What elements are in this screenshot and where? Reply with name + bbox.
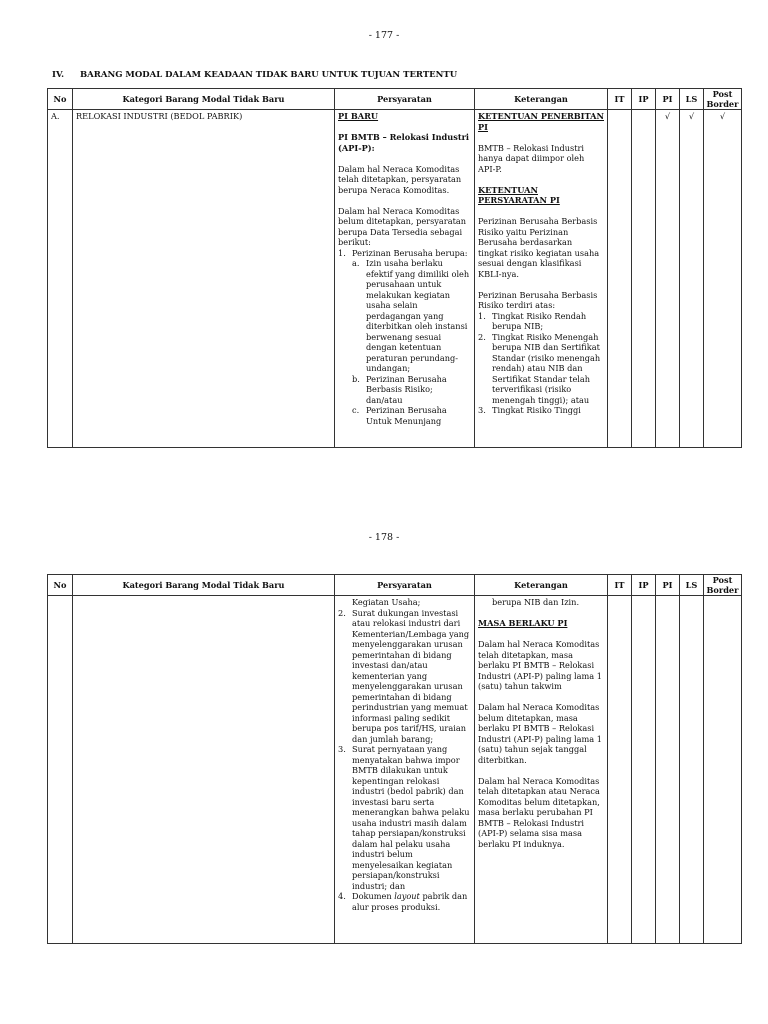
it-cell [608, 596, 632, 944]
header-kategori: Kategori Barang Modal Tidak Baru [73, 575, 335, 596]
table-row [48, 110, 742, 448]
section-title [52, 70, 457, 80]
paragraph: Dalam hal Neraca Komoditas telah ditetapkan atau Neraca Komoditas belum ditetapkan, masa berlaku perubahan PI BMTB – Relokasi Industri (API-P) selama sisa masa berlaku PI induknya. [478, 775, 600, 849]
row-number [48, 596, 73, 944]
paragraph: Dalam hal Neraca Komoditas telah ditetapkan, masa berlaku PI BMTB – Relokasi Industri (API-P) paling lama 1 (satu) tahun takwim [478, 639, 603, 691]
list-item: 3. Tingkat Risiko Tinggi [478, 405, 581, 415]
list-item: 1. Tingkat Risiko Rendah berupa NIB; [478, 310, 587, 331]
row-category: RELOKASI INDUSTRI (BEDOL PABRIK) [73, 110, 335, 448]
header-it: IT [608, 575, 632, 596]
requirements-list [338, 248, 471, 427]
heading-pi-baru: PI BARU [338, 111, 379, 121]
header-ls: LS [680, 575, 704, 596]
paragraph: Perizinan Berusaha Berbasis Risiko terdiri atas: [478, 289, 598, 310]
notes-cell [475, 110, 608, 448]
header-post-border: Post Border [704, 575, 742, 596]
header-post-border: Post Border [704, 89, 742, 110]
ip-cell [632, 596, 656, 944]
post-border-check-mark: √ [704, 110, 742, 448]
list-item: 2. Tingkat Risiko Menengah berupa NIB dan Sertifikat Standar (risiko menengah rendah) atau NIB dan Sertifikat Standar telah terverifikasi (risiko menengah tinggi); atau [478, 331, 601, 405]
header-kategori: Kategori Barang Modal Tidak Baru [73, 89, 335, 110]
paragraph: Dalam hal Neraca Komoditas belum ditetapkan, masa berlaku PI BMTB – Relokasi Industri (API-P) paling lama 1 (satu) tahun sejak tanggal diterbitkan. [478, 702, 603, 765]
list-item: c. Perizinan Berusaha Untuk Menunjang [352, 405, 447, 426]
pi-check-mark: √ [656, 110, 680, 448]
list-item: 3. Surat pernyataan yang menyatakan bahwa impor BMTB dilakukan untuk kepentingan relokasi industri (bedol pabrik) dan investasi baru serta menerangkan bahwa pelaku usaha industri masih dalam tahap persiapan/konstruksi dalam hal pelaku usaha industri belum menyelesaikan kegiatan persiapan/konstruksi industri; dan [338, 744, 470, 891]
it-cell [608, 110, 632, 448]
notes-cell [475, 596, 608, 944]
page-number: - 178 - [368, 532, 400, 543]
header-no: No [48, 89, 73, 110]
requirements-cell [335, 596, 475, 944]
header-persyaratan: Persyaratan [335, 575, 475, 596]
row-category [73, 596, 335, 944]
header-ip: IP [632, 89, 656, 110]
list-item: Kegiatan Usaha; [352, 597, 421, 607]
risk-list [478, 311, 604, 416]
requirements-list [338, 597, 471, 912]
heading-ketentuan-penerbitan: KETENTUAN PENERBITAN PI [478, 111, 604, 132]
section-heading: BARANG MODAL DALAM KEADAAN TIDAK BARU UNTUK TUJUAN TERTENTU [80, 70, 458, 80]
list-item: a. Izin usaha berlaku efektif yang dimiliki oleh perusahaan untuk melakukan kegiatan usaha selain perdagangan yang diterbitkan oleh instansi berwenang sesuai dengan ketentuan peraturan perundang-undangan; [352, 258, 470, 373]
header-no: No [48, 575, 73, 596]
header-pi: PI [656, 89, 680, 110]
table-header-row [48, 575, 742, 596]
header-ls: LS [680, 89, 704, 110]
header-it: IT [608, 89, 632, 110]
list-item: 4. Dokumen layout pabrik dan alur proses produksi. [338, 891, 468, 912]
header-keterangan: Keterangan [475, 575, 608, 596]
ls-check-mark: √ [680, 110, 704, 448]
row-number: A. [48, 110, 73, 448]
goods-table-page1 [47, 88, 742, 448]
heading-masa-berlaku: MASA BERLAKU PI [478, 618, 568, 628]
heading-pi-bmtb: PI BMTB – Relokasi Industri (API-P): [338, 132, 470, 153]
paragraph: BMTB – Relokasi Industri hanya dapat diimpor oleh API-P. [478, 142, 585, 174]
ls-cell [680, 596, 704, 944]
heading-ketentuan-persyaratan: KETENTUAN PERSYARATAN PI [478, 184, 560, 205]
paragraph: Dalam hal Neraca Komoditas belum ditetapkan, persyaratan berupa Data Tersedia sebagai berikut: [338, 205, 467, 247]
paragraph: berupa NIB dan Izin. [492, 597, 580, 607]
header-ip: IP [632, 575, 656, 596]
header-pi: PI [656, 575, 680, 596]
list-item: 1. Perizinan Berusaha berupa: a. Izin usaha berlaku efektif yang dimiliki oleh perusahaan untuk melakukan kegiatan usaha selain perdagangan yang diterbitkan oleh instansi berwenang sesuai dengan ketentuan peraturan perundang-undangan; b. Perizinan Berusaha Berbasis Risiko; dan/atau c. Perizinan Berusaha Untuk Menunjang [338, 247, 470, 426]
paragraph: Perizinan Berusaha Berbasis Risiko yaitu Perizinan Berusaha berdasarkan tingkat risiko kegiatan usaha sesuai dengan klasifikasi KBLI-nya. [478, 216, 600, 279]
requirements-cell [335, 110, 475, 448]
list-item: b. Perizinan Berusaha Berbasis Risiko; dan/atau [352, 373, 447, 405]
list-item: 2. Surat dukungan investasi atau relokasi industri dari Kementerian/Lembaga yang menyelenggarakan urusan pemerintahan di bidang investasi dan/atau kementerian yang menyelenggarakan urusan pemerintahan di bidang perindustrian yang memuat informasi paling sedikit berupa pos tarif/HS, uraian dan jumlah barang; [338, 607, 470, 744]
header-persyaratan: Persyaratan [335, 89, 475, 110]
sub-list [352, 258, 471, 426]
header-keterangan: Keterangan [475, 89, 608, 110]
table-row [48, 596, 742, 944]
table-header-row [48, 89, 742, 110]
post-border-cell [704, 596, 742, 944]
paragraph: Dalam hal Neraca Komoditas telah ditetapkan, persyaratan berupa Neraca Komoditas. [338, 163, 462, 195]
section-number: IV. [52, 70, 65, 80]
page-number: - 177 - [368, 30, 400, 41]
pi-cell [656, 596, 680, 944]
goods-table-page2 [47, 574, 742, 944]
ip-cell [632, 110, 656, 448]
